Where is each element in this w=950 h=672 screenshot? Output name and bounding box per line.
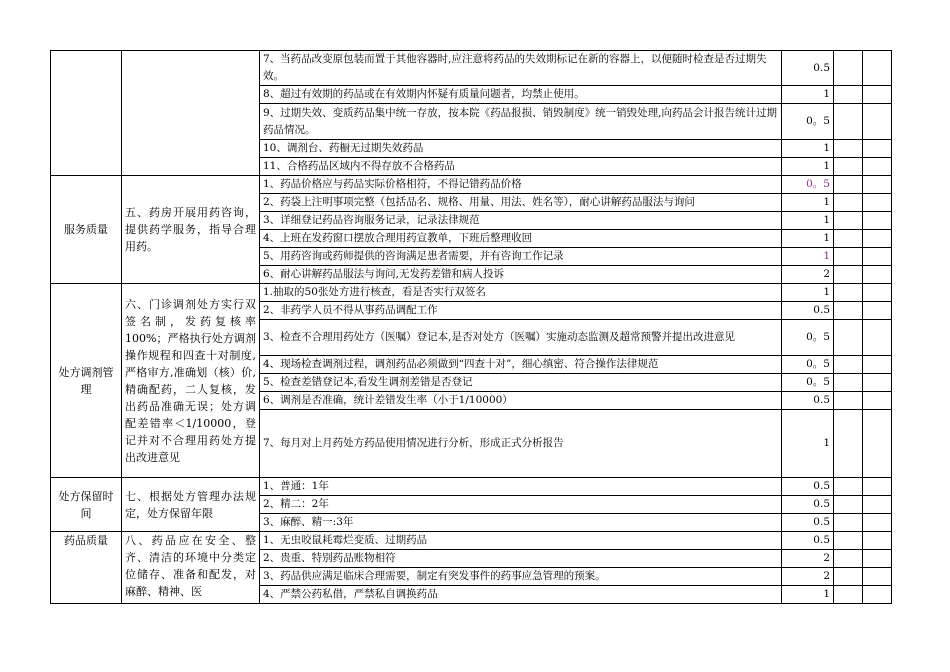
score-cell: 1 xyxy=(782,284,834,302)
table-row xyxy=(51,478,892,496)
blank-cell xyxy=(863,230,892,248)
criterion-cell: 2、精二：2年 xyxy=(260,496,782,514)
score-cell: 0。5 xyxy=(782,176,834,194)
blank-cell xyxy=(834,158,863,176)
blank-cell xyxy=(863,496,892,514)
category-cell xyxy=(51,51,122,176)
score-cell: 1 xyxy=(782,86,834,104)
blank-cell xyxy=(834,410,863,478)
criterion-cell: 9、过期失效、变质药品集中统一存放，按本院《药品报损、销毁制度》统一销毁处理,向药品会计报告统计过期药品情况。 xyxy=(260,104,782,140)
blank-cell xyxy=(863,51,892,86)
score-cell: 1 xyxy=(782,140,834,158)
table-row xyxy=(51,51,892,86)
criterion-cell: 1、普通：1年 xyxy=(260,478,782,496)
score-cell: 0.5 xyxy=(782,514,834,532)
score-cell: 0.5 xyxy=(782,496,834,514)
blank-cell xyxy=(834,194,863,212)
blank-cell xyxy=(863,568,892,586)
criterion-cell: 2、非药学人员不得从事药品调配工作 xyxy=(260,302,782,320)
score-cell: 2 xyxy=(782,568,834,586)
blank-cell xyxy=(863,266,892,284)
criterion-cell: 7、当药品改变原包装而置于其他容器时,应注意将药品的失效期标记在新的容器上，以便随时检查是否过期失效。 xyxy=(260,51,782,86)
blank-cell xyxy=(834,86,863,104)
blank-cell xyxy=(863,302,892,320)
score-cell: 0.5 xyxy=(782,392,834,410)
blank-cell xyxy=(834,356,863,374)
blank-cell xyxy=(834,374,863,392)
criterion-cell: 3、检查不合理用药处方（医嘱）登记本,是否对处方（医嘱）实施动态监测及超常预警并提出改进意见 xyxy=(260,320,782,356)
requirement-cell: 八、药品应在安全、整齐、清洁的环境中分类定位储存、准备和配发，对麻醉、精神、医 xyxy=(122,532,260,604)
blank-cell xyxy=(834,104,863,140)
blank-cell xyxy=(863,86,892,104)
blank-cell xyxy=(834,532,863,550)
criterion-cell: 3、麻醉、精一:3年 xyxy=(260,514,782,532)
blank-cell xyxy=(863,478,892,496)
requirement-cell: 五、药房开展用药咨询，提供药学服务，指导合理用药。 xyxy=(122,176,260,284)
blank-cell xyxy=(863,194,892,212)
criterion-cell: 1、无虫咬鼠耗霉烂变质、过期药品 xyxy=(260,532,782,550)
requirement-cell xyxy=(122,51,260,176)
category-cell: 药品质量 xyxy=(51,532,122,604)
blank-cell xyxy=(834,230,863,248)
score-cell: 1 xyxy=(782,230,834,248)
criterion-cell: 3、详细登记药品咨询服务记录，记录法律规范 xyxy=(260,212,782,230)
blank-cell xyxy=(863,104,892,140)
criterion-cell: 4、上班在发药窗口摆放合理用药宣教单，下班后整理收回 xyxy=(260,230,782,248)
criterion-cell: 2、药袋上注明事项完整（包括品名、规格、用量、用法、姓名等），耐心讲解药品服法与询问 xyxy=(260,194,782,212)
criterion-cell: 8、超过有效期的药品或在有效期内怀疑有质量问题者，均禁止使用。 xyxy=(260,86,782,104)
blank-cell xyxy=(863,374,892,392)
blank-cell xyxy=(863,392,892,410)
score-cell: 0.5 xyxy=(782,302,834,320)
blank-cell xyxy=(834,176,863,194)
blank-cell xyxy=(834,248,863,266)
score-cell: 0。5 xyxy=(782,356,834,374)
blank-cell xyxy=(863,140,892,158)
blank-cell xyxy=(863,158,892,176)
blank-cell xyxy=(834,320,863,356)
blank-cell xyxy=(863,356,892,374)
assessment-table xyxy=(50,50,892,604)
criterion-cell: 2、贵重、特别药品账物相符 xyxy=(260,550,782,568)
blank-cell xyxy=(834,266,863,284)
blank-cell xyxy=(834,51,863,86)
category-cell: 处方调剂管理 xyxy=(51,284,122,478)
blank-cell xyxy=(863,176,892,194)
score-cell: 1 xyxy=(782,410,834,478)
score-cell: 2 xyxy=(782,266,834,284)
blank-cell xyxy=(834,212,863,230)
criterion-cell: 5、检查差错登记本,看发生调剂差错是否登记 xyxy=(260,374,782,392)
blank-cell xyxy=(863,410,892,478)
blank-cell xyxy=(863,514,892,532)
blank-cell xyxy=(834,586,863,604)
blank-cell xyxy=(863,320,892,356)
blank-cell xyxy=(834,478,863,496)
blank-cell xyxy=(834,514,863,532)
blank-cell xyxy=(834,302,863,320)
score-cell: 1 xyxy=(782,248,834,266)
table-row xyxy=(51,532,892,550)
criterion-cell: 1、药品价格应与药品实际价格相符，不得记错药品价格 xyxy=(260,176,782,194)
blank-cell xyxy=(863,586,892,604)
score-cell: 0.5 xyxy=(782,478,834,496)
requirement-cell: 六、门诊调剂处方实行双签名制，发药复核率100%；严格执行处方调剂操作规程和四查十对制度,严格审方,准确划（核）价,精确配药，二人复核，发出药品准确无误；处方调配差错率＜1/10000，登记并对不合理用药处方提出改进意见 xyxy=(122,284,260,478)
score-cell: 1 xyxy=(782,158,834,176)
category-cell: 服务质量 xyxy=(51,176,122,284)
criterion-cell: 5、用药咨询或药师提供的咨询满足患者需要，并有咨询工作记录 xyxy=(260,248,782,266)
score-cell: 0。5 xyxy=(782,104,834,140)
score-cell: 1 xyxy=(782,194,834,212)
score-cell: 0。5 xyxy=(782,320,834,356)
table-row xyxy=(51,176,892,194)
criterion-cell: 10、调剂台、药橱无过期失效药品 xyxy=(260,140,782,158)
table-row xyxy=(51,284,892,302)
blank-cell xyxy=(863,212,892,230)
requirement-cell: 七、根据处方管理办法规定，处方保留年限 xyxy=(122,478,260,532)
blank-cell xyxy=(834,496,863,514)
criterion-cell: 4、现场检查调剂过程，调剂药品必须做到“四查十对”，细心缜密、符合操作法律规范 xyxy=(260,356,782,374)
criterion-cell: 4、严禁公药私借，严禁私自调换药品 xyxy=(260,586,782,604)
criterion-cell: 11、合格药品区域内不得存放不合格药品 xyxy=(260,158,782,176)
criterion-cell: 3、药品供应满足临床合理需要，制定有突发事件的药事应急管理的预案。 xyxy=(260,568,782,586)
blank-cell xyxy=(834,550,863,568)
criterion-cell: 7、每月对上月药处方药品使用情况进行分析，形成正式分析报告 xyxy=(260,410,782,478)
blank-cell xyxy=(834,140,863,158)
blank-cell xyxy=(863,532,892,550)
score-cell: 1 xyxy=(782,586,834,604)
criterion-cell: 6、耐心讲解药品服法与询问,无发药差错和病人投诉 xyxy=(260,266,782,284)
blank-cell xyxy=(863,248,892,266)
criterion-cell: 1.抽取的50张处方进行核查，看是否实行双签名 xyxy=(260,284,782,302)
blank-cell xyxy=(863,284,892,302)
score-cell: 1 xyxy=(782,212,834,230)
score-cell: 0。5 xyxy=(782,374,834,392)
score-cell: 2 xyxy=(782,550,834,568)
score-cell: 0.5 xyxy=(782,51,834,86)
blank-cell xyxy=(834,568,863,586)
criterion-cell: 6、调剂是否准确，统计差错发生率（小于1/10000） xyxy=(260,392,782,410)
blank-cell xyxy=(834,392,863,410)
blank-cell xyxy=(863,550,892,568)
category-cell: 处方保留时间 xyxy=(51,478,122,532)
score-cell: 0.5 xyxy=(782,532,834,550)
blank-cell xyxy=(834,284,863,302)
